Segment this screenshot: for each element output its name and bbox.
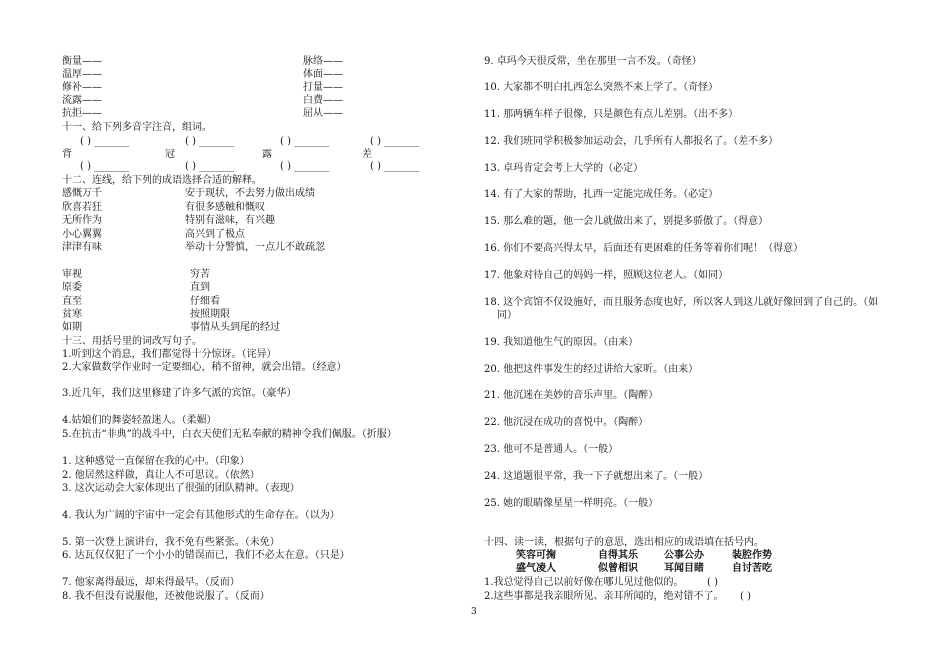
answer-paren-2[interactable]: ( ) bbox=[740, 591, 751, 602]
char-cha: 差 bbox=[362, 149, 372, 160]
rewrite-item: 7. 他家离得最远，却来得最早。（反而） bbox=[62, 577, 240, 588]
rewrite-item: 8. 我不但没有说服他，还被他说服了。（反而） bbox=[62, 591, 270, 602]
vocab-left-3: 修补—— bbox=[62, 82, 102, 93]
word-meaning: 直到 bbox=[190, 282, 210, 293]
pinyin-blank[interactable]: ( ) _______ bbox=[185, 136, 235, 147]
rewrite-item: 3. 这次运动会大家体现出了很强的团队精神。（表现） bbox=[62, 483, 300, 494]
section-12-title: 十二、连线，给下列的成语选择合适的解释。 bbox=[62, 175, 262, 186]
pinyin-blank[interactable]: ( ) _______ bbox=[185, 161, 235, 172]
rewrite-item: 12. 我们班同学积极参加运动会，几乎所有人都报名了。（差不多） bbox=[484, 136, 779, 147]
idiom-choice: 装腔作势 bbox=[732, 550, 772, 561]
idiom: 感慨万千 bbox=[62, 188, 102, 199]
idiom-choice: 盛气凌人 bbox=[516, 563, 556, 574]
vocab-right-5: 屈从—— bbox=[303, 108, 343, 119]
vocab-left-5: 抗拒—— bbox=[62, 108, 102, 119]
idiom: 小心翼翼 bbox=[62, 229, 102, 240]
word-meaning: 仔细看 bbox=[190, 296, 220, 307]
rewrite-item: 23. 他可不是普通人。（一般） bbox=[484, 444, 619, 455]
word: 原委 bbox=[62, 282, 82, 293]
rewrite-item: 11. 那两辆车样子很像，只是颜色有点儿差别。（出不多） bbox=[484, 109, 739, 120]
vocab-left-1: 衡量—— bbox=[62, 56, 102, 67]
word-meaning: 按照期限 bbox=[190, 309, 230, 320]
idiom-meaning: 特别有滋味，有兴趣 bbox=[185, 215, 275, 226]
pinyin-blank[interactable]: ( ) _______ bbox=[80, 136, 130, 147]
char-bei: 背 bbox=[62, 149, 72, 160]
rewrite-item: 5. 第一次登上演讲台，我不免有些紧张。（未免） bbox=[62, 537, 280, 548]
word: 如期 bbox=[62, 322, 82, 333]
question-1: 1.我总觉得自己以前好像在哪儿见过他似的。 bbox=[484, 577, 684, 588]
rewrite-item-cont: 同） bbox=[497, 310, 517, 321]
char-guan: 冠 bbox=[165, 149, 175, 160]
vocab-right-2: 体面—— bbox=[303, 69, 343, 80]
rewrite-item: 22. 他沉浸在成功的喜悦中。（陶醉） bbox=[484, 417, 649, 428]
rewrite-item: 1. 这种感觉一直保留在我的心中。（印象） bbox=[62, 456, 250, 467]
page-number: 3 bbox=[471, 607, 477, 617]
pinyin-blank[interactable]: ( ) _______ bbox=[370, 136, 420, 147]
idiom: 津津有味 bbox=[62, 242, 102, 253]
rewrite-item: 16. 你们不要高兴得太早，后面还有更困难的任务等着你们呢！（得意） bbox=[484, 243, 804, 254]
vocab-left-2: 温厚—— bbox=[62, 69, 102, 80]
rewrite-item: 25. 她的眼睛像星星一样明亮。（一般） bbox=[484, 498, 659, 509]
vocab-right-4: 白费—— bbox=[303, 95, 343, 106]
section-11-title: 十一、给下列多音字注音，组词。 bbox=[62, 122, 212, 133]
rewrite-item: 18. 这个宾馆不仅设施好，而且服务态度也好，所以客人到这儿就好像回到了自己的。（如 bbox=[484, 297, 879, 308]
idiom: 欣喜若狂 bbox=[62, 202, 102, 213]
rewrite-item: 2.大家做数学作业时一定要细心，稍不留神，就会出错。（经意） bbox=[62, 362, 347, 373]
word: 贫寒 bbox=[62, 309, 82, 320]
idiom-choice: 自讨苦吃 bbox=[732, 563, 772, 574]
pinyin-blank[interactable]: ( ) _______ bbox=[280, 161, 330, 172]
word: 审视 bbox=[62, 269, 82, 280]
word-meaning: 事情从头到尾的经过 bbox=[190, 322, 280, 333]
idiom-meaning: 有很多感触和慨叹 bbox=[185, 202, 265, 213]
rewrite-item: 14. 有了大家的帮助，扎西一定能完成任务。（必定） bbox=[484, 189, 719, 200]
word-meaning: 穷苦 bbox=[190, 269, 210, 280]
rewrite-item: 17. 他象对待自己的妈妈一样，照顾这位老人。（如同） bbox=[484, 270, 729, 281]
rewrite-item: 20. 他把这件事发生的经过讲给大家听。（由来） bbox=[484, 364, 699, 375]
rewrite-item: 24. 这道题很平常，我一下子就想出来了。（一般） bbox=[484, 471, 709, 482]
rewrite-item: 3.近几年，我们这里修建了许多气派的宾馆。（豪华） bbox=[62, 388, 297, 399]
idiom-choice: 笑容可掬 bbox=[516, 550, 556, 561]
rewrite-item: 2. 他居然这样做，真让人不可思议。（依然） bbox=[62, 470, 260, 481]
rewrite-item: 6. 达瓦仅仅犯了一个小小的错误而已，我们不必太在意。（只是） bbox=[62, 550, 350, 561]
idiom-choice: 公事公办 bbox=[664, 550, 704, 561]
rewrite-item: 15. 那么难的题，他一会儿就做出来了，别提多骄傲了。（得意） bbox=[484, 216, 769, 227]
vocab-right-3: 打量—— bbox=[303, 82, 343, 93]
idiom-meaning: 安于现状，不去努力做出成绩 bbox=[185, 188, 315, 199]
char-lu: 露 bbox=[262, 149, 272, 160]
rewrite-item: 21. 他沉迷在美妙的音乐声里。（陶醉） bbox=[484, 390, 659, 401]
vocab-right-1: 脉络—— bbox=[303, 56, 343, 67]
rewrite-item: 4. 我认为广阔的宇宙中一定会有其他形式的生命存在。（以为） bbox=[62, 510, 340, 521]
rewrite-item: 1.听到这个消息，我们都觉得十分惊讶。（诧异） bbox=[62, 349, 277, 360]
pinyin-blank[interactable]: ( ) _______ bbox=[280, 136, 330, 147]
idiom-choice: 似曾相识 bbox=[598, 563, 638, 574]
rewrite-item: 10. 大家都不明白扎西怎么突然不来上学了。（奇怪） bbox=[484, 82, 719, 93]
question-2: 2.这些事都是我亲眼所见、亲耳所闻的，绝对错不了。 bbox=[484, 591, 724, 602]
section-13-title: 十三、用括号里的词改写句子。 bbox=[62, 336, 202, 347]
idiom: 无所作为 bbox=[62, 215, 102, 226]
idiom-choice: 自得其乐 bbox=[598, 550, 638, 561]
word: 直至 bbox=[62, 296, 82, 307]
pinyin-blank[interactable]: ( ) _______ bbox=[80, 161, 130, 172]
idiom-meaning: 高兴到了极点 bbox=[185, 229, 245, 240]
pinyin-blank[interactable]: ( ) _______ bbox=[370, 161, 420, 172]
rewrite-item: 5.在抗击“非典”的战斗中，白衣天使们无私奉献的精神令我们佩服。（折服） bbox=[62, 429, 397, 440]
rewrite-item: 13. 卓玛肯定会考上大学的（必定） bbox=[484, 163, 644, 174]
vocab-left-4: 流露—— bbox=[62, 95, 102, 106]
rewrite-item: 9. 卓玛今天很反常，坐在那里一言不发。（奇怪） bbox=[484, 56, 702, 67]
rewrite-item: 19. 我知道他生气的原因。（由来） bbox=[484, 337, 639, 348]
answer-paren-1[interactable]: ( ) bbox=[707, 577, 718, 588]
section-14-title: 十四、读一读，根据句子的意思，选出相应的成语填在括号内。 bbox=[484, 537, 764, 548]
rewrite-item: 4.姑娘们的舞姿轻盈迷人。（柔媚） bbox=[62, 415, 217, 426]
idiom-choice: 耳闻目睹 bbox=[664, 563, 704, 574]
idiom-meaning: 举动十分警慎，一点儿不敢疏忽 bbox=[185, 242, 325, 253]
